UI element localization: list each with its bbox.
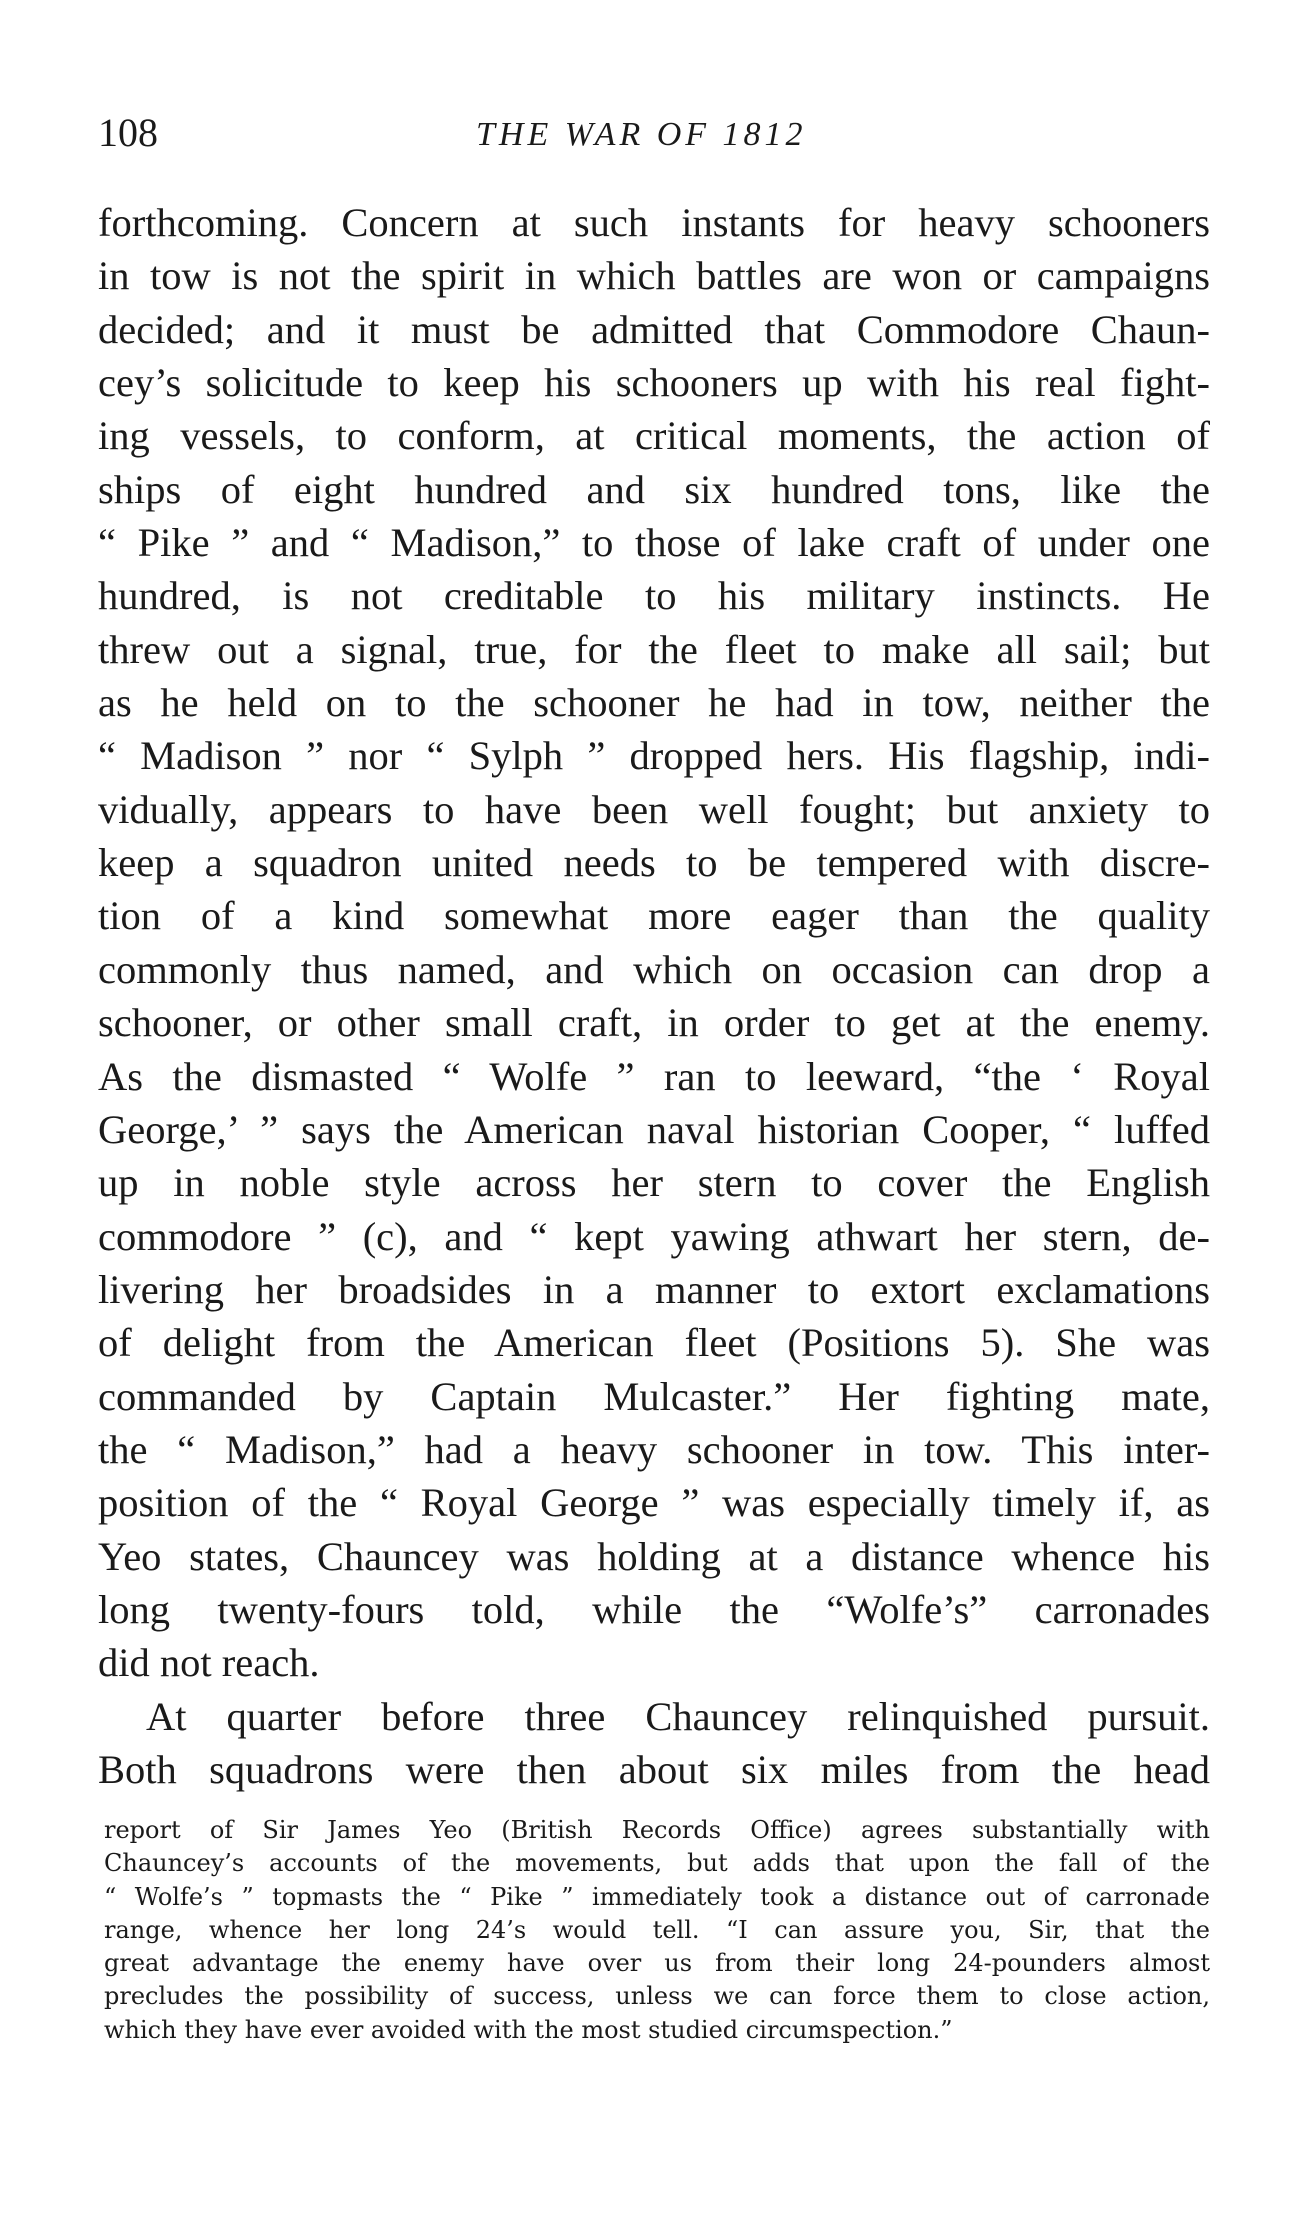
text-line: decided; and it must be admitted that Commodore Chaun- [98,306,1210,352]
text-line: ships of eight hundred and six hundred tons, like the [98,466,1210,512]
text-line: At quarter before three Chauncey relinquished pursuit. [146,1693,1210,1739]
text-line: hundred, is not creditable to his military instincts. He [98,573,1210,619]
text-line: did not reach. [98,1640,320,1686]
footnote-line: range, whence her long 24’s would tell. “I can assure you, Sir, that the [104,1915,1210,1944]
footnote-line: “ Wolfe’s ” topmasts the “ Pike ” immediately took a distance out of carronade [104,1882,1210,1911]
text-line: of delight from the American fleet (Positions 5). She was [98,1320,1210,1366]
footnote-line: which they have ever avoided with the most studied circumspection.” [104,2015,953,2044]
text-line: commanded by Captain Mulcaster.” Her fighting mate, [98,1373,1210,1419]
text-line: As the dismasted “ Wolfe ” ran to leeward, “the ‘ Royal [98,1053,1210,1099]
footnote-line: Chauncey’s accounts of the movements, but adds that upon the fall of the [104,1849,1210,1878]
text-line: “ Madison ” nor “ Sylph ” dropped hers. His flagship, indi- [98,733,1210,779]
footnote-line: report of Sir James Yeo (British Records Office) agrees substantially with [104,1816,1210,1844]
text-line: threw out a signal, true, for the fleet to make all sail; but [98,626,1210,672]
text-line: cey’s solicitude to keep his schooners up with his real fight- [98,360,1210,406]
text-line: forthcoming. Concern at such instants for heavy schooners [98,200,1210,245]
text-line: position of the “ Royal George ” was especially timely if, as [98,1480,1210,1526]
footnote-line: great advantage the enemy have over us from their long 24-pounders almost [104,1949,1210,1978]
text-line: livering her broadsides in a manner to extort exclamations [98,1266,1210,1312]
text-line: long twenty-fours told, while the “Wolfe’s” carronades [98,1586,1210,1632]
text-line: “ Pike ” and “ Madison,” to those of lake craft of under one [98,520,1210,566]
page-number: 108 [98,110,158,155]
text-line: ing vessels, to conform, at critical moments, the action of [98,413,1210,459]
text-line: commodore ” (c), and “ kept yawing athwart her stern, de- [98,1213,1210,1259]
footnote [104,1814,1210,2047]
text-line: schooner, or other small craft, in order to get at the enemy. [98,1000,1210,1046]
text-line: up in noble style across her stern to cover the English [98,1160,1210,1206]
footnote-line: precludes the possibility of success, unless we can force them to close action, [104,1982,1210,2011]
body-text [98,196,1210,1796]
book-title: THE WAR OF 1812 [476,116,807,153]
text-line: in tow is not the spirit in which battles are won or campaigns [98,253,1210,299]
text-line: vidually, appears to have been well fought; but anxiety to [98,786,1210,832]
text-line: Both squadrons were then about six miles from the head [98,1746,1210,1792]
text-line: tion of a kind somewhat more eager than the quality [98,893,1210,939]
text-line: Yeo states, Chauncey was holding at a distance whence his [98,1533,1210,1579]
text-line: keep a squadron united needs to be tempered with discre- [98,840,1210,886]
text-line: the “ Madison,” had a heavy schooner in tow. This inter- [98,1426,1210,1472]
running-head [98,108,1210,168]
text-line: as he held on to the schooner he had in tow, neither the [98,680,1210,726]
text-line: George,’ ” says the American naval historian Cooper, “ luffed [98,1106,1210,1152]
text-line: commonly thus named, and which on occasion can drop a [98,946,1210,992]
